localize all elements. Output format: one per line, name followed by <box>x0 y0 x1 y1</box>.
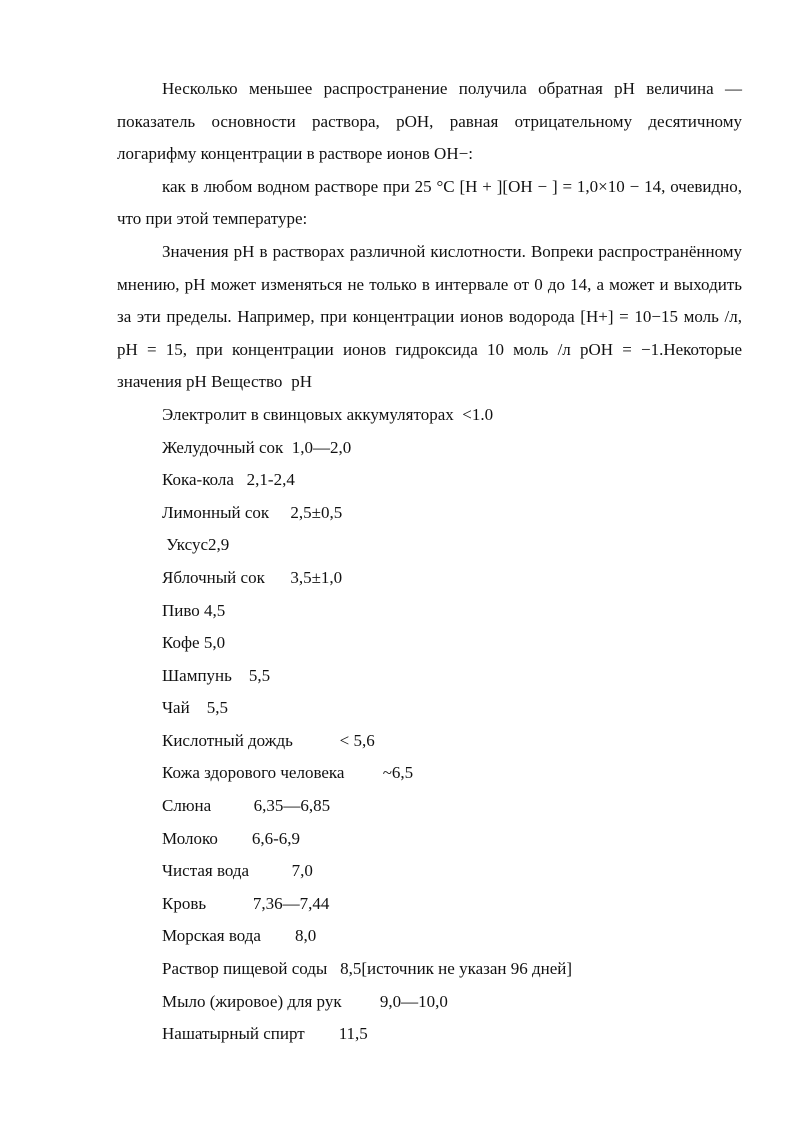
ph-list-item <box>162 399 742 432</box>
gap <box>342 992 380 1011</box>
ph-value: 2,5±0,5 <box>290 502 343 522</box>
ph-value: 5,5 <box>206 698 228 718</box>
substance-name: Шампунь <box>162 665 232 685</box>
paragraph-poh-definition: Несколько меньшее распространение получила обратная pH величина — показатель основности раствора, pOH, равная отрицательному десятичному логарифму концентрации в растворе ионов OH−: <box>117 79 742 164</box>
ph-list-item <box>162 888 742 921</box>
ph-list-item <box>162 953 742 986</box>
substance-name: Морская вода <box>162 926 261 946</box>
ph-list-item <box>162 464 742 497</box>
ph-value: < 5,6 <box>339 730 375 750</box>
gap <box>206 894 253 913</box>
substance-name: Кровь <box>162 893 207 913</box>
paragraph-ph-range <box>117 236 747 399</box>
ph-list-item <box>162 1018 742 1051</box>
ph-list-item <box>162 790 742 823</box>
ph-value: 7,36—7,44 <box>252 893 330 913</box>
ph-value: <1.0 <box>462 404 494 424</box>
substance-name: Слюна <box>162 796 212 816</box>
substance-name: Раствор пищевой соды <box>162 959 328 979</box>
ph-value: 3,5±1,0 <box>290 567 343 587</box>
gap <box>211 796 254 815</box>
ph-list-item <box>162 595 742 628</box>
ph-list-item <box>162 757 742 790</box>
substance-name: Кожа здорового человека <box>162 763 345 783</box>
ph-list-item <box>162 986 742 1019</box>
ph-value: 8,0 <box>294 926 317 946</box>
substance-name: Пиво <box>162 600 200 620</box>
substance-name: Нашатырный спирт <box>162 1024 305 1044</box>
ph-value: 9,0—10,0 <box>379 991 448 1011</box>
ph-list-item <box>162 725 742 758</box>
substance-name: Кислотный дождь <box>162 730 293 750</box>
ph-values-list <box>117 399 742 1051</box>
ph-value: 6,6-6,9 <box>251 828 301 848</box>
paragraph-ph-range-text: Значения pH в растворах различной кислотности. Вопреки распространённому мнению, pH может изменяться не только в интервале от 0 до 14, а может и выходить за эти пределы. Например, при концентрации ионов водорода [H+] = 10−15 моль /л, pH = 15, при концентрации ионов гидроксида 10 моль /л pOH = −1.Некоторые значения pH Вещество pH <box>117 241 747 392</box>
substance-name: Желудочный сок <box>162 437 284 457</box>
ph-value: 11,5 <box>338 1024 368 1044</box>
gap <box>293 731 340 750</box>
substance-name: Уксус <box>162 535 208 555</box>
ph-list-item <box>162 823 742 856</box>
gap <box>218 829 252 848</box>
gap <box>234 470 247 489</box>
substance-name: Молоко <box>162 828 218 848</box>
ph-value: 2,9 <box>208 535 230 555</box>
ph-list-item <box>162 660 742 693</box>
gap <box>305 1024 339 1043</box>
ph-list-item <box>162 529 742 562</box>
ph-list-item <box>162 692 742 725</box>
substance-name: Лимонный сок <box>162 502 270 522</box>
gap <box>265 568 291 587</box>
ph-value: 8,5[источник не указан 96 дней] <box>340 959 573 979</box>
gap <box>232 666 249 685</box>
substance-name: Чай <box>162 698 190 718</box>
gap <box>269 503 290 522</box>
document-page <box>117 73 747 1051</box>
substance-name: Чистая вода <box>162 861 250 881</box>
substance-name: Кока-кола <box>162 470 234 490</box>
ph-value: 1,0—2,0 <box>291 437 352 457</box>
substance-name: Яблочный сок <box>162 567 265 587</box>
ph-value: 5,0 <box>203 633 226 653</box>
substance-name: Мыло (жировое) для рук <box>162 991 342 1011</box>
gap <box>261 926 295 945</box>
ph-value: 6,35—6,85 <box>253 796 331 816</box>
ph-list-item <box>162 432 742 465</box>
ph-value: 2,1-2,4 <box>246 470 295 490</box>
ph-list-item <box>162 627 742 660</box>
ph-value: 4,5 <box>204 600 226 620</box>
gap <box>190 698 207 717</box>
ph-list-item <box>162 562 742 595</box>
ph-list-item <box>162 855 742 888</box>
ph-value: 5,5 <box>248 665 271 685</box>
gap <box>283 438 292 457</box>
gap <box>344 763 382 782</box>
substance-name: Электролит в свинцовых аккумуляторах <box>162 404 454 424</box>
ph-value: 7,0 <box>291 861 313 881</box>
substance-name: Кофе <box>162 633 200 653</box>
ph-list-item <box>162 497 742 530</box>
gap <box>249 861 292 880</box>
ph-value: ~6,5 <box>382 763 414 783</box>
paragraph-ionic-product: как в любом водном растворе при 25 °C [H + ][OH − ] = 1,0×10 − 14, очевидно, что при этой температуре: <box>117 176 742 229</box>
gap <box>327 959 340 978</box>
gap <box>454 405 463 424</box>
ph-list-item <box>162 920 742 953</box>
